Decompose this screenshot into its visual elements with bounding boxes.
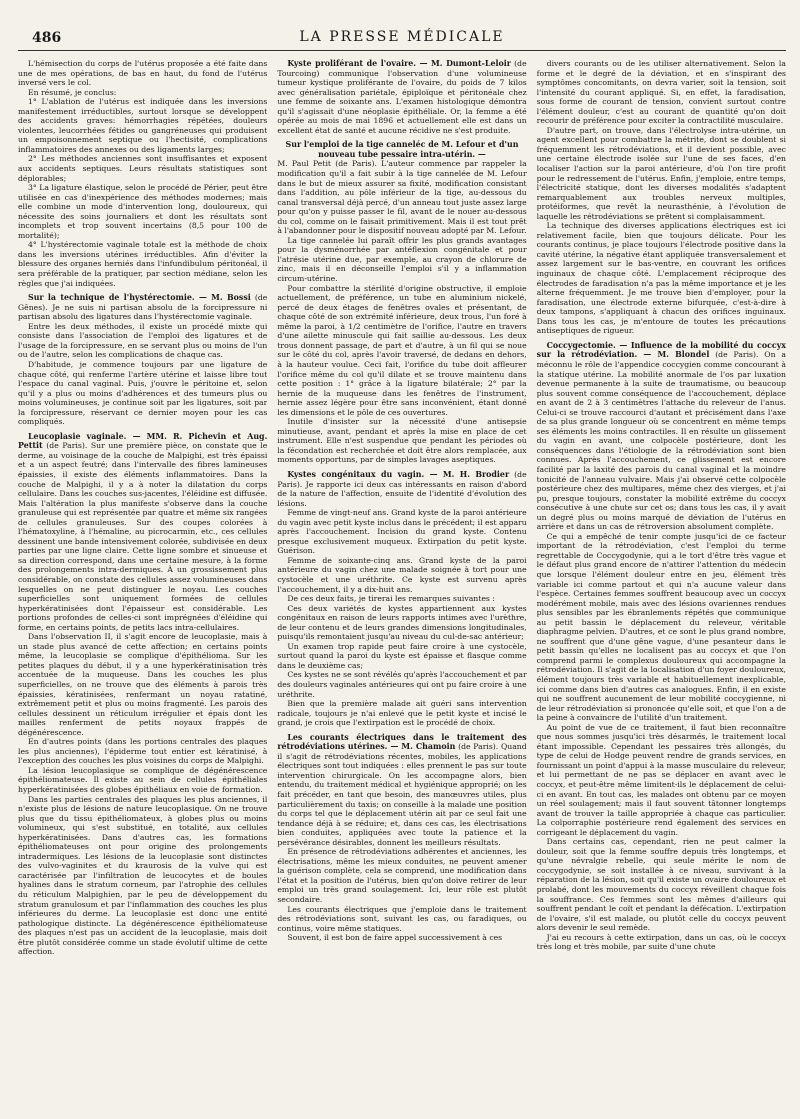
paragraph-text: Bien que la première malade ait guéri sans intervention radicale, toujours je n'ai enlevé que le petit kyste et incisé le grand, je crois que l'extirpation est le procédé de choix. [277, 699, 527, 728]
section-heading: Kystes congénitaux du vagin. — M. H. Brodier [287, 469, 510, 479]
paragraph-text: D'habitude, je commence toujours par une ligature de chaque côté, qui renferme l'artère utérine et laisse libre tout l'espace du canal vaginal. Puis, j'ouvre le péritoine et, selon qu'il y a plus ou moins d'adhérences et des tumeurs plus ou moins volumineuses, je continue soit par les ligatures, soit par la forcipressure, réservant ce dernier moyen pour les cas compliqués. [18, 359, 268, 427]
page-header [18, 28, 786, 51]
paragraph [277, 933, 526, 943]
paragraph [18, 240, 267, 288]
journal-title: LA PRESSE MÉDICALE [299, 29, 505, 45]
column-middle [277, 59, 526, 1119]
paragraph [537, 723, 786, 838]
section-heading: Les courants électriques dans le traitement des rétrodéviations utérines. — M. Chamoin [277, 732, 527, 752]
paragraph [277, 417, 526, 465]
paragraph-text: Ces kystes ne se sont révélés qu'après l'accouchement et par des douleurs vaginales antérieures qui ont pu faire croire à une uréthrite. [277, 670, 527, 699]
paragraph-text: 3° La ligature élastique, selon le procédé de Périer, peut être utilisée en cas d'inexpérience des méthodes modernes; mais elle combine un mode d'intervention long, douloureux, qui nécessite des soins journaliers et dont les résultats sont incomplets et trop souvent incertains (8,5 pour 100 de mortalité); [18, 183, 268, 240]
paragraph [18, 88, 267, 98]
paragraph [277, 847, 526, 904]
paragraph [537, 933, 786, 952]
column-left [18, 59, 267, 1119]
column-right [537, 59, 786, 1119]
paragraph [537, 532, 786, 723]
paragraph-text: J'ai eu recours à cette extirpation, dans un cas, où le coccyx très long et très mobile, par suite d'une chute [536, 932, 786, 952]
paragraph [18, 322, 267, 360]
paragraph [277, 556, 526, 594]
paragraph [277, 905, 526, 934]
paragraph [277, 284, 526, 418]
paragraph [18, 766, 267, 795]
paragraph-text: (de Paris). Sur une première pièce, on constate que le derme, au voisinage de la couche de Malpighi, est très épaissi et a un aspect feutré; dans l'intervalle des fibres lamineuses épaissies, il existe des éléments inflammatoires. Dans la couche de Malpighi, il y a à noter la dilatation du corps cellulaire. Dans les couches sus-jacentes, l'éléidine est diffusée. Mais l'altération la plus manifeste s'observe dans la couche granuleuse qui est représentée par quatre et même six rangées de cellules granuleuses. Sur des coupes colorées à l'hématoxyline, à l'hémaline, au picrocarmin, etc., ces cellules dessinent une bande intensivement colorée, subdivisée en deux parties par une ligne claire. Cette ligne sombre et sinueuse et sa direction correspond, dans une certaine mesure, à la forme des prolongements intra-dermiques. À un grossissement plus considérable, on constate des cellules assez volumineuses dans lesquelles on ne peut distinguer le noyau. Les couches superficielles sont uniquement formées de cellules hyperkératinisées dont l'épaisseur est considérable. Les portions profondes de celles-ci sont imprégnées d'éléidine qui forme, en certains points, de petits lacs intra-cellulaires. [18, 441, 268, 632]
paragraph-text: (de Paris). Quand il s'agit de rétrodéviations récentes, mobiles, les applications électriques sont tout indiquées : elles prennent le pas sur toute intervention chirurgicale. On les accompagne alors, bien entendu, du traitement médical et hygiénique approprié; on les fait précéder, en tant que besoin, des manœuvres utiles, plus particulièrement du taxis; on conseille à la malade une position du corps tel que le déplacement utérin ait par ce seul fait une tendance déjà à se réduire; et, dans ces cas, les électrisations bien conduites, appliquées avec toute la patience et la persévérance désirables, donnent les meilleurs résultats. [277, 742, 527, 847]
paragraph [277, 604, 526, 642]
paragraph [18, 97, 267, 154]
paragraph-text: (de Gênes). Je ne suis ni partisan absolu de la forcipressure ni partisan absolu des ligatures dans l'hystérectomie vaginale. [18, 293, 268, 322]
page-number: 486 [32, 30, 62, 46]
paragraph-text: Entre les deux méthodes, il existe un procédé mixte qui consiste dans l'association de l'emploi des ligatures et de l'usage de la forcipressure, en se servant plus ou moins de l'un ou de l'autre, selon les complications de chaque cas. [18, 321, 268, 360]
paragraph-text: M. Paul Petit (de Paris). L'auteur commence par rappeler la modification qu'il a fait subir à la tige cannelée de M. Lefour dans le but de mieux assurer sa fixité, modification consistant dans l'addition, au pôle inférieur de la tige, au-dessous du canal transversal déjà percé, d'un anneau tout juste assez large pour qu'on y puisse passer le fil, avant de le nouer au-dessous du col, comme on le faisait primitivement. Mais il est tout prêt à l'abandonner pour le dispositif nouveau adopté par M. Lefour. [277, 159, 527, 236]
paragraph [18, 293, 267, 322]
paragraph [537, 59, 786, 126]
paragraph-text: Dans l'observation II, il s'agit encore de leucoplasie, mais à un stade plus avancé de cette affection; en certains points même, la leucoplasie se complique d'épithélioma. Sur les petites plaques du début, il y a une hyperkératinisation très accentuée de la muqueuse. Dans les couches les plus superficielles, on ne trouve que des éléments à parois très épaissies, kératinisées, renfermant un noyau ratatiné, extrêmement petit et plus ou moins fragmenté. Les parois des cellules dessinent un réticulum irrégulier et épais dont les mailles renferment de petits noyaux frappés de dégénérescence. [18, 632, 268, 737]
section-heading: Kyste proliférant de l'ovaire. — M. Dumont-Leloir [287, 59, 511, 68]
paragraph [537, 126, 786, 221]
paragraph-text: En résumé, je conclus: [28, 87, 117, 97]
paragraph-text: La technique des diverses applications électriques est ici relativement facile, bien que toujours délicate. Pour les courants continus, je place toujours l'électrode positive dans la cavité utérine, la négative étant appliquée transversalement et assez largement sur le bas-ventre, en couvrant les orifices inguinaux de chaque côté. L'emplacement réciproque des électrodes de faradisation n'a pas la même importance et je les alterne fréquemment. Je me trouve bien d'employer, pour la faradisation, une électrode externe bifurquée, c'est-à-dire à deux tampons, s'appliquant à chacun des orifices inguinaux. Dans tous les cas, je m'entoure de toutes les précautions antiseptiques de rigueur. [536, 221, 786, 336]
paragraph [18, 59, 267, 88]
section-heading: Sur l'emploi de la tige canneléc de M. Lefour et d'un nouveau tube pessaire intra-utérin. — [285, 140, 519, 159]
paragraph-text: De ces deux faits, je tirerai les remarques suivantes : [287, 594, 495, 604]
section-heading: Leucoplasie vaginale. — MM. R. Pichevin et Aug. Pettit [18, 431, 268, 451]
paragraph [277, 508, 526, 556]
paragraph [537, 837, 786, 932]
paragraph-text: Ces deux variétés de kystes appartiennent aux kystes congénitaux en raison de leurs rapports intimes avec l'urèthre, de leur contenu et de leurs grandes dimensions longitudinales, puisqu'ils remontaient jusqu'au niveau du cul-de-sac antérieur; [277, 603, 527, 642]
paragraph-text: L'hémisection du corps de l'utérus proposée a été faite dans une de mes opérations, de bas en haut, du fond de l'utérus inversé vers le col. [18, 59, 268, 88]
paragraph [18, 795, 267, 957]
paragraph [277, 699, 526, 728]
paragraph [277, 140, 526, 235]
paragraph-text: Ce qui a empêché de tenir compte jusqu'ici de ce facteur important de la rétrodéviation, c'est l'emploi du terme regrettable de Coccygodynie, qui a le tort d'être très vague et le défaut plus grand encore de n'attirer l'attention du médecin que lorsque l'élément douleur entre en jeu, élément très variable ici comme partout et qui n'a aucune valeur dans l'espèce. Certaines femmes souffrent beaucoup avec un coccyx modérément mobile, mais avec des lésions ovariennes rendues plus sensibles par les ébranlements répétés que communique au petit bassin le déplacement du releveur, véritable diaphragme pelvien. D'autres, et ce sont le plus grand nombre, ne souffrent que d'une gêne vague, d'une pesanteur dans le petit bassin qu'elles ne localisent pas au coccyx et que l'on comprend parmi le complexus douloureux qui accompagne la rétrodéviation. Il s'agit de la localisation d'un foyer douloureux, élément toujours très variable et habituellement inexplicable, ici comme dans bien d'autres cas analogues. Enfin, il en existe qui ne souffrent aucunement de leur mobilité coccygienne, ni de leur rétrodéviation si prononcée qu'elle soit, et que l'on a de la peine à convaincre de l'utilité d'un traitement. [536, 531, 786, 723]
paragraph [537, 341, 786, 532]
paragraph [18, 183, 267, 240]
paragraph-text: En d'autres points (dans les portions centrales des plaques les plus anciennes), l'épiderme tout entier est kératinisé, à l'exception des couches les plus voisines du corps de Malpighi. [18, 737, 268, 766]
paragraph [277, 594, 526, 604]
paragraph-text: Femme de soixante-cinq ans. Grand kyste de la paroi antérieure du vagin chez une malade soignée à tort pour une cystocèle et une uréthrite. Ce kyste est survenu après l'accouchement, il y a dix-huit ans. [277, 555, 527, 594]
section-heading: Coccygectomie. — Influence de la mobilité du coccyx sur la rétrodéviation. — M. Blondel [536, 340, 786, 360]
paragraph-text: divers courants ou de les utiliser alternativement. Selon la forme et le degré de la déviation, et en s'inspirant des symptômes concomitants, on devra varier, soit la tension, soit l'intensité du courant appliqué. Si, en effet, la faradisation, sous forme de courant de tension, convient surtout contre l'élément douleur, c'est au courant de quantité qu'on doit recourir de préférence pour exciter la contractilité musculaire. [536, 59, 786, 126]
paragraph-text: Femme de vingt-neuf ans. Grand kyste de la paroi antérieure du vagin avec petit kyste inclus dans le précédent; il est apparu après l'accouchement. Incision du grand kyste. Contenu presque exclusivement muqueux. Extirpation du petit kyste. Guérison. [277, 508, 527, 556]
paragraph-text: Dans certains cas, cependant, rien ne peut calmer la douleur, soit que la femme souffre depuis très longtemps, et qu'une névralgie rebelle, qui seule mérite le nom de coccygodynie, se soit installée à ce niveau, survivant à la réparation de la lésion, soit qu'il existe un ovaire douloureux et prolabé, dont les mouvements du coccyx réveillent chaque fois la souffrance. Ces femmes sont les mêmes d'ailleurs qui souffrent pendant le coït et pendant la défécation. L'extirpation de l'ovaire, s'il est malade, ou plutôt celle du coccyx peuvent alors devenir le seul remède. [536, 837, 786, 933]
paragraph-text: La tige cannelée lui paraît offrir les plus grands avantages pour la dysménorrhée par antéflexion congénitale et pour l'atrésie utérine due, par exemple, au crayon de chlorure de zinc, mais il en déconseille l'emploi s'il y a inflammation circum-utérine. [277, 235, 527, 284]
paragraph-text: Dans les parties centrales des plaques les plus anciennes, il n'existe plus de lésions de nature leucoplasique. On ne trouve plus que du tissu épithéliomateux, à globes plus ou moins volumineux, qui s'est substitué, en totalité, aux cellules hyperkératinisées. Dans d'autres cas, les formations épithéliomateuses ont pour origine des prolongements intradermiques. Les lésions de la leucoplasie sont distinctes des vulvo-vaginites et du kraurosis de la vulve qui est caractérisée par l'infiltration de leucocytes et de boules hyalines dans le stratum corneum, par l'atrophie des cellules du réticulum Malpighien, par le peu de développement du stratum granulosum et par l'inflammation des couches les plus inférieures du derme. La leucoplasie est donc une entité pathologique distincte. La dégénérescence épithéliomateuse des plaques n'est pas un accident de la leucoplasie, mais doit être plutôt considérée comme un stade évolutif ultime de cette affection. [18, 794, 268, 957]
paragraph-text: Souvent, il est bon de faire appel successivement à ces [287, 933, 503, 943]
paragraph [18, 737, 267, 766]
paragraph-text: 4° L'hystérectomie vaginale totale est la méthode de choix dans les inversions utérines irréductibles. Afin d'éviter la blessure des organes herniés dans l'infundibulum péritonéal, il sera préférable de la pratiquer, par section médiane, selon les règles que j'ai indiquées. [18, 240, 268, 288]
paragraph-text: Pour combattre la stérilité d'origine obstructive, il emploie actuellement, de préférence, un tube en aluminium nickelé, percé de deux étages de fenêtres ovales et présentant, de chaque côté de son extrémité inférieure, deux trous, l'un foré à même la paroi, à 1/2 centimètre de l'orifice, l'autre en travers d'une ailette minuscule qui fait saillie au-dessous. Les deux trous donnent passage, de part et d'autre, à un fil qui se noue sur le côté du col, après l'avoir traversé, de dedans en dehors, à la hauteur voulue. Ceci fait, l'orifice du tube doit affleurer l'orifice même du col qu'il dilate et se trouve maintenu dans cette position : 1° grâce à la ligature bilatérale; 2° par la hernie de la muqueuse dans les fenêtres de l'instrument, hernie assez légère pour être sans inconvénient, étant donné les dimensions et le pôle de ces ouvertures. [277, 283, 527, 417]
paragraph-text: Au point de vue de ce traitement, il faut bien reconnaître que nous sommes jusqu'ici très désarmés, le traitement local étant impossible. Cependant les pessaires très allongés, du type de celui de Hodge peuvent rendre de grands services, en fournissant un point d'appui à la masse musculaire du releveur, et lui permettant de ne pas se déplacer en avant avec le coccyx, et peut-être même limitent-ils le déplacement de celui-ci en avant. En tout cas, les malades ont obtenu par ce moyen un réel soulagement; mais il faut souvent tâtonner longtemps avant de trouver la taille appropriée à chaque cas particulier. La colporraphie postérieure rend également des services en corrigeant le déplacement du vagin. [536, 722, 786, 837]
paragraph-text: 1° L'ablation de l'utérus est indiquée dans les inversions manifestement irréductibles, surtout lorsque se développent des accidents graves: hémorrhagies répétées, douleurs violentes, leucorrhées fétides ou gangréneuses qui produisent un empoisonnement septique ou l'hectisité, complications inflammatoires des annexes ou des ligaments larges; [18, 97, 268, 154]
paragraph [277, 470, 526, 508]
paragraph [18, 360, 267, 427]
paragraph-text: (de Paris). Je rapporte ici deux cas intéressants en raison d'abord de la nature de l'affection, ensuite de l'identité d'évolution des lésions. [277, 469, 527, 508]
section-heading: Sur la technique de l'hystérectomie. — M. Bossi [28, 293, 251, 303]
paragraph-text: Un examen trop rapide peut faire croire à une cystocèle, surtout quand la paroi du kyste est épaisse et flasque comme dans le deuxième cas; [277, 641, 527, 670]
paragraph [537, 221, 786, 336]
paragraph-text: Inutile d'insister sur la nécessité d'une antisepsie minutieuse, avant, pendant et après la mise en place de cet instrument. Elle n'est suspendue que pendant les périodes où la fécondation est recherchée et doit être alors remplacée, aux moments opportuns, par de simples lavages aseptiques. [277, 417, 527, 465]
paragraph [18, 154, 267, 183]
paragraph-text: La lésion leucoplasique se complique de dégénérescence épithéliomateuse. Il existe au sein de cellules épithéliales hyperkératinisées des globes épithéliaux en voie de formation. [18, 765, 268, 795]
article-columns [18, 59, 786, 1119]
paragraph [277, 670, 526, 699]
paragraph-text: Les courants électriques que j'emploie dans le traitement des rétrodéviations sont, suivant les cas, ou faradiques, ou continus, voire même statiques. [277, 904, 527, 933]
paragraph [18, 632, 267, 737]
paragraph-text: (de Paris). On a méconnu le rôle de l'appendice coccygien comme concourant à la statique utérine. La mobilité anormale de l'os par luxation devenue permanente à la suite de traumatisme, ou beaucoup plus souvent comme conséquence de l'accouchement, déplace en avant de 2 à 3 centimètres l'attache du releveur de l'anus. Celui-ci se trouve raccourci d'autant et précisément dans l'axe de sa plus grande longueur où se concentrent en même temps ses éléments les moins contractiles. Il en résulte un glissement du vagin en avant, une colpocèle postérieure, dont les conséquences dans l'étiologie de la rétrodéviation sont bien connues. Après l'accouchement, ce glissement est encore facilité par la laxité des parois du canal vaginal et la moindre tonicité de l'anneau vulvaire. Mais j'ai observé cette colpocèle postérieure chez des multipares, même chez des vierges, et j'ai pu, presque toujours, constater la mobilité extrême du coccyx consécutive à une chute sur cet os; dans tous les cas, il y avait un degré plus ou moins marqué de déviation de l'utérus en arrière et dans un cas de rétroversion absolument complète. [536, 350, 786, 532]
paragraph [277, 59, 526, 135]
paragraph [277, 642, 526, 671]
paragraph [277, 236, 526, 284]
paragraph-text: 2° Les méthodes anciennes sont insuffisantes et exposent aux accidents septiques. Leurs résultats statistiques sont déplorables; [18, 154, 268, 183]
paragraph-text: D'autre part, on trouve, dans l'électrolyse intra-utérine, un agent excellent pour combattre la métrite, dont se doublent si fréquemment les rétrodéviations, et il devient possible, avec une certaine électrode isolée sur l'une de ses faces, d'en localiser l'action sur la paroi antérieure, d'où l'on tire profit pour le redressement de l'utérus. Enfin, j'emploie, entre temps, l'électricité statique, dont les diverses modalités s'adaptent remarquablement aux troubles nerveux multiples, protéiformes, que revêt la neurasthénie, à l'évolution de laquelle les rétrodéviations se prêtent si complaisamment. [536, 125, 786, 221]
paragraph-text: (de Tourcoing) communique l'observation d'une volumineuse tumeur kystique proliférante de l'ovaire, du poids de 7 kilos avec généralisation pariétale, épiploïque et péritonéale chez une femme de soixante ans. L'examen histologique démontra qu'il s'agissait d'une néoplasie épithéliale. Or, la femme a été opérée au mois de mai 1896 et actuellement elle est dans un excellent état de santé et aucune récidive ne s'est produite. [277, 59, 527, 135]
paragraph [277, 733, 526, 848]
paragraph-text: En présence de rétrodéviations adhérentes et anciennes, les électrisations, même les mieux conduites, ne peuvent amener la guérison complète, cela se comprend, une modification dans l'état et la position de l'utérus, bien qu'on doive retirer de leur emploi un très grand soulagement. Ici, leur rôle est plutôt secondaire. [277, 847, 527, 905]
paragraph [18, 432, 267, 632]
